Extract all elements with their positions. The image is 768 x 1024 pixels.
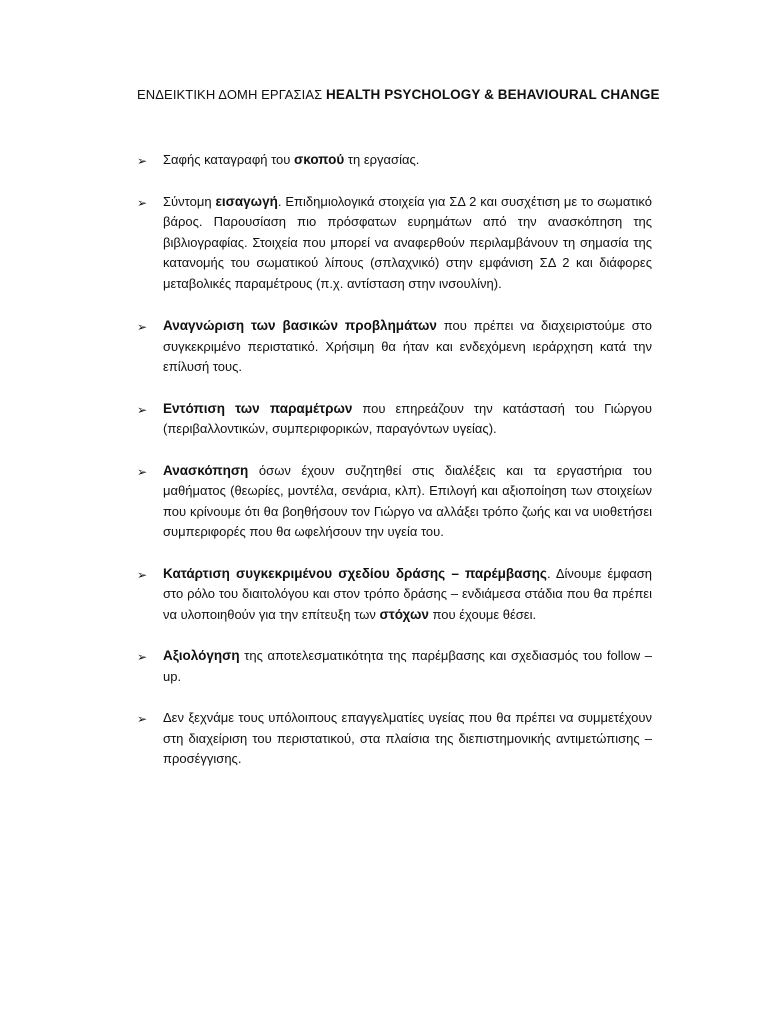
arrow-bullet-icon: ➢ <box>137 712 148 726</box>
list-item-text: Δεν ξεχνάμε τους υπόλοιπους επαγγελματίες υγείας που θα πρέπει να συμμετέχουν στη διαχείριση του περιστατικού, στα πλαίσια της διεπιστημονικής αντιμετώπισης – προσέγγισης. <box>163 710 652 766</box>
list-item-text: Ανασκόπηση όσων έχουν συζητηθεί στις διαλέξεις και τα εργαστήρια του μαθήματος (θεωρίες, μοντέλα, σενάρια, κλπ). Επιλογή και αξιοποίηση των στοιχείων που κρίνουμε ότι θα βοηθήσουν τον Γιώργο να αλλάξει τρόπο ζωής και να υιοθετήσει συμπεριφορές που θα ωφελήσουν την υγεία του. <box>163 462 652 539</box>
list-item-evaluation <box>137 646 652 687</box>
title-prefix: ΕΝΔΕΙΚΤΙΚΗ ΔΟΜΗ ΕΡΓΑΣΙΑΣ <box>137 87 327 102</box>
list-item-text: Εντόπιση των παραμέτρων που επηρεάζουν την κατάστασή του Γιώργου (περιβαλλοντικών, συμπεριφορικών, παραγόντων υγείας). <box>163 400 653 436</box>
list-item-action-plan <box>137 564 652 626</box>
arrow-bullet-icon: ➢ <box>137 320 148 334</box>
arrow-bullet-icon: ➢ <box>137 195 148 210</box>
bullet-list <box>137 150 652 770</box>
list-item-introduction <box>137 192 652 295</box>
list-item-text: Αξιολόγηση της αποτελεσματικότητα της παρέμβασης και σχεδιασμός του follow – up. <box>163 648 652 684</box>
arrow-bullet-icon: ➢ <box>137 650 148 664</box>
list-item-objective <box>137 150 652 171</box>
document-title <box>137 87 660 102</box>
list-item-text: Σαφής καταγραφή του σκοπού τη εργασίας. <box>163 152 420 167</box>
list-item-parameters <box>137 399 652 440</box>
list-item-text: Κατάρτιση συγκεκριμένου σχεδίου δράσης – παρέμβασης. Δίνουμε έμφαση στο ρόλο του διαιτολόγου και στον τρόπο δράσης – ενδιάμεσα στάδια που θα πρέπει να υλοποιηθούν για την επίτευξη των στόχων που έχουμε θέσει. <box>163 565 652 622</box>
list-item-review <box>137 461 652 543</box>
arrow-bullet-icon: ➢ <box>137 402 148 417</box>
list-item-other-professionals <box>137 708 652 770</box>
list-item-problems <box>137 316 652 378</box>
title-bold: HEALTH PSYCHOLOGY & BEHAVIOURAL CHANGE <box>326 87 660 102</box>
list-item-text: Σύντομη εισαγωγή. Επιδημιολογικά στοιχεία για ΣΔ 2 και συσχέτιση με το σωματικό βάρος. Παρουσίαση πιο πρόσφατων ευρημάτων από την ανασκόπηση της βιβλιογραφίας. Στοιχεία που μπορεί να αναφερθούν περιλαμβάνουν τη σημασία της κατανομής του σωματικού λίπους (σπλαχνικό) στην εμφάνιση ΣΔ 2 και διάφορες μεταβολικές παραμέτρους (π.χ. αντίσταση στην ινσουλίνη). <box>163 193 652 291</box>
list-item-text: Αναγνώριση των βασικών προβλημάτων που πρέπει να διαχειριστούμε στο συγκεκριμένο περιστατικό. Χρήσιμη θα ήταν και ενδεχόμενη ιεράρχηση κατά την επίλυσή τους. <box>163 318 653 374</box>
arrow-bullet-icon: ➢ <box>137 567 148 582</box>
arrow-bullet-icon: ➢ <box>137 464 148 479</box>
arrow-bullet-icon: ➢ <box>137 154 148 168</box>
